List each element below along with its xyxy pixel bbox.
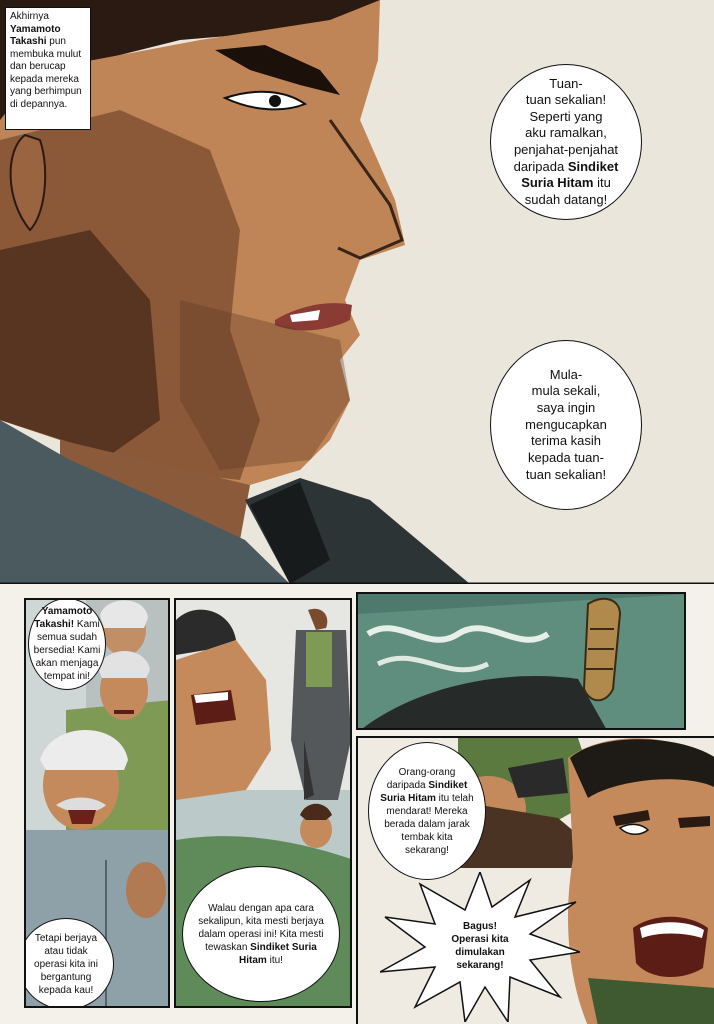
- bubble1-c: Seperti yang: [529, 108, 603, 124]
- bubble1-g: Sindiket: [567, 158, 619, 174]
- bubble1-e: penjahat-penjahat: [513, 142, 619, 157]
- report-bubble-post: itu telah mendarat! Mereka berada dalam jarak tembak kita sekarang!: [384, 792, 474, 856]
- guard-bubble-name: Yamamoto Takashi!: [34, 606, 93, 630]
- caption-name: Yamamoto Takashi: [10, 23, 61, 47]
- leader-bubble-post: itu!: [269, 954, 283, 966]
- speech-bubble-middle: [490, 340, 642, 510]
- guard-bubble-rest: Kami semua sudah bersedia! Kami akan menjaga tempat ini!: [33, 619, 101, 682]
- bubble2-b: mula sekali,: [531, 383, 601, 399]
- bubble2-g: tuan sekalian!: [525, 466, 607, 482]
- guard-bottom-text: Tetapi berjaya atau tidak operasi kita ini bergantung kepada kau!: [34, 932, 98, 996]
- bubble2-e: terima kasih: [530, 433, 602, 449]
- caption-intro: Akhirnya: [10, 11, 49, 22]
- bubble1-j: sudah datang!: [524, 191, 608, 207]
- speech-bubble-top: [490, 64, 642, 220]
- bubble2-f: kepada tuan-: [528, 449, 604, 465]
- bubble1-h: Suria Hitam: [521, 175, 594, 191]
- burst-text: Bagus! Operasi kita dimulakan sekarang!: [451, 921, 509, 971]
- caption-rest: pun membuka mulut dan berucap kepada mereka yang berhimpun di depannya.: [10, 36, 82, 110]
- bubble1-d: aku ramalkan,: [525, 125, 607, 141]
- bubble2-c: saya ingin: [536, 400, 596, 416]
- leader-bubble-name: Sindiket Suria Hitam: [239, 941, 317, 966]
- leader-bubble-pre: Walau dengan apa cara sekalipun, kita mesti berjaya dalam operasi ini! Kita mesti tewaskan: [198, 902, 324, 953]
- report-bubble-pre: Orang-orang daripada: [386, 766, 456, 791]
- bubble1-a: Tuan-: [549, 75, 583, 91]
- speech-bubble-leader: [182, 866, 340, 1002]
- bubble1-b: tuan sekalian!: [525, 92, 607, 108]
- bubble1-i: itu: [597, 175, 611, 191]
- sea-boat-art: [358, 594, 686, 730]
- report-bubble-name: Sindiket Suria Hitam: [380, 779, 468, 804]
- bubble2-d: mengucapkan: [525, 416, 607, 432]
- soldier-panel: [356, 736, 714, 1024]
- bubble2-a: Mula-: [549, 366, 583, 382]
- bubble1-f: daripada: [513, 158, 565, 174]
- leader-panel: [174, 598, 352, 1008]
- sea-panel: [356, 592, 686, 730]
- speech-bubble-guard-top: [28, 598, 106, 690]
- speech-bubble-report: [368, 742, 486, 880]
- guards-panel: [24, 598, 170, 1008]
- speech-bubble-guard-bottom: [24, 918, 114, 1008]
- narration-caption: [5, 7, 91, 130]
